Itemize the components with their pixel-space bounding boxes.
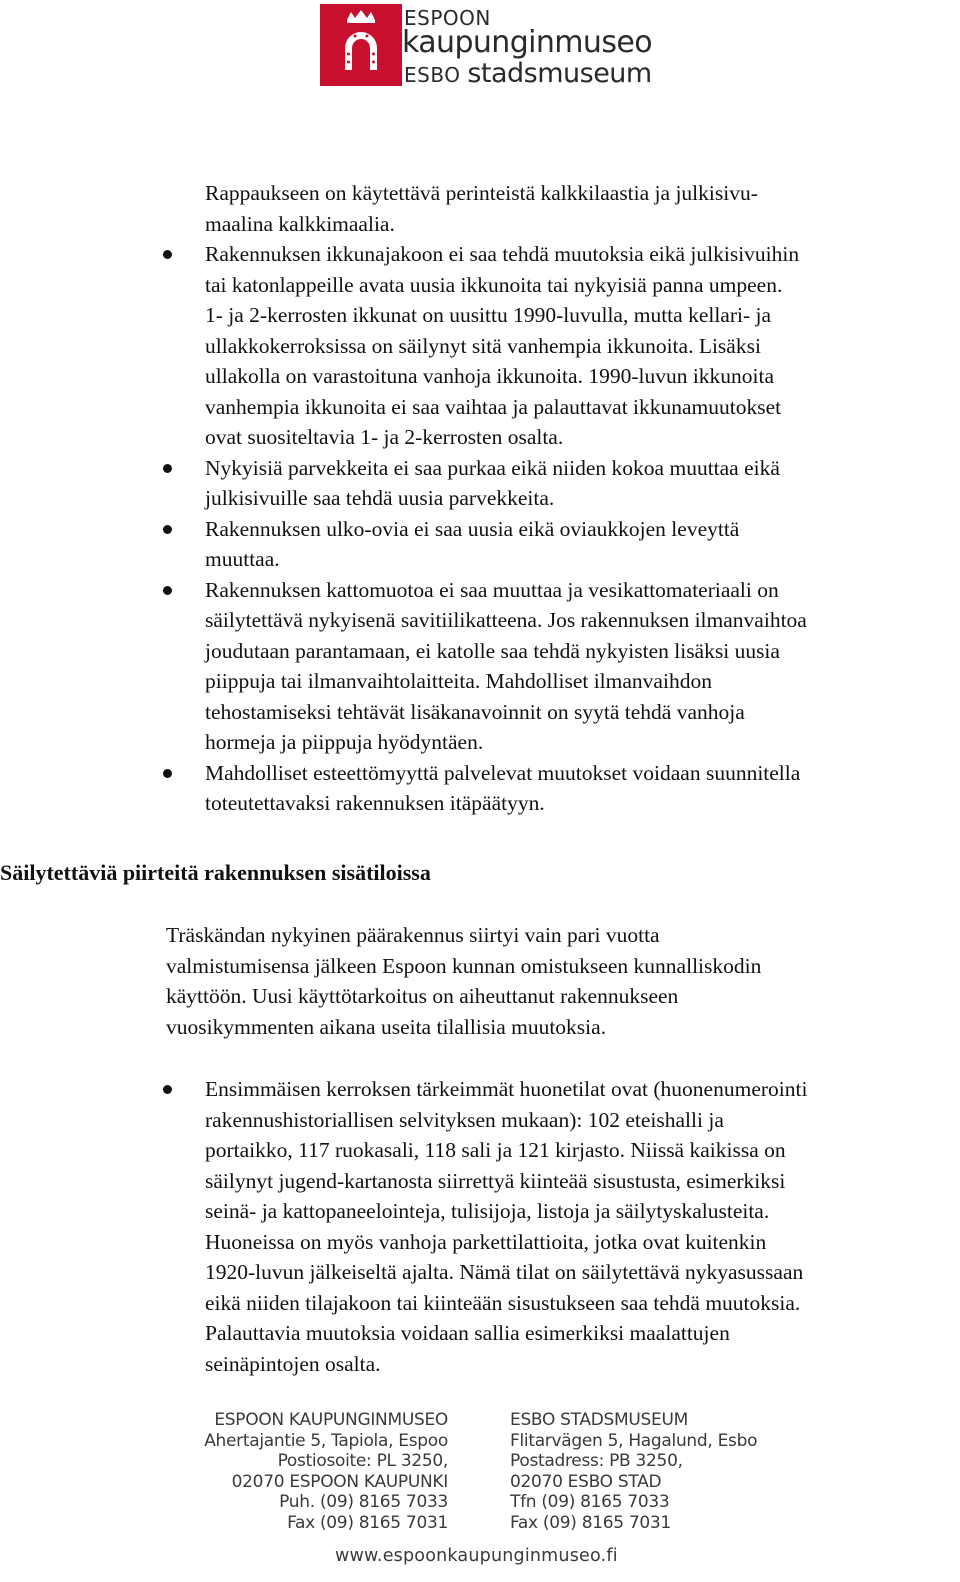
text-line: eikä niiden tilajakoon tai kiinteään sisustukseen saa tehdä muutoksia. — [205, 1290, 801, 1315]
footer-line: Fax (09) 8165 7031 — [510, 1512, 671, 1533]
logo-line-1: ESPOON — [404, 6, 491, 30]
text-line: säilynyt jugend-kartanosta siirrettyä kiinteää sisustusta, esimerkiksi — [205, 1168, 786, 1193]
text-line: rakennushistoriallisen selvityksen mukaan): 102 eteishalli ja — [205, 1107, 724, 1132]
logo-line-3 — [404, 58, 652, 89]
text-line: Mahdolliset esteettömyyttä palvelevat muutokset voidaan suunnitella — [205, 760, 801, 785]
footer-espoo-address — [204, 1410, 448, 1534]
text-line: Rakennuksen kattomuotoa ei saa muuttaa ja vesikattomateriaali on — [205, 577, 779, 602]
logo-line-3a: ESBO — [404, 63, 468, 87]
bullet-icon — [163, 586, 172, 595]
text-line: muuttaa. — [205, 547, 280, 571]
text-line: ullakolla on varastoituna vanhoja ikkunoita. 1990-luvun ikkunoita — [205, 364, 775, 388]
footer-line: Postiosoite: PL 3250, — [277, 1451, 448, 1472]
footer-line: 02070 ESBO STAD — [510, 1471, 662, 1492]
footer-line: Flitarvägen 5, Hagalund, Esbo — [510, 1430, 758, 1451]
text-line: vanhempia ikkunoita ei saa vaihtaa ja palauttavat ikkunamuutokset — [205, 394, 782, 419]
footer-line: ESBO STADSMUSEUM — [510, 1410, 688, 1430]
text-line: tehostamiseksi tehtävät lisäkanavoinnit on syytä tehdä vanhoja — [205, 699, 745, 724]
text-line: seinäpintojen osalta. — [205, 1351, 381, 1376]
text-line: valmistumisensa jälkeen Espoon kunnan omistukseen kunnalliskodin — [166, 953, 762, 978]
text-line: ovat suositeltavia 1- ja 2-kerrosten osalta. — [205, 425, 564, 449]
text-line: ullakkokerroksissa on säilynyt sitä vanhempia ikkunoita. Lisäksi — [205, 333, 761, 358]
text-line: piippuja tai ilmanvaihtolaitteita. Mahdolliset ilmanvaihdon — [205, 669, 712, 693]
footer-contact — [0, 1410, 960, 1582]
text-line: Huoneissa on myös vanhoja parkettilattioita, jotka ovat kuitenkin — [205, 1229, 767, 1254]
footer-line: 02070 ESPOON KAUPUNKI — [231, 1471, 448, 1492]
text-line: Rakennuksen ulko-ovia ei saa uusia eikä oviaukkojen leveyttä — [205, 516, 740, 541]
text-line: 1- ja 2-kerrosten ikkunat on uusittu 1990-luvulla, mutta kellari- ja — [205, 303, 772, 327]
text-line: säilytettävä nykyisenä savitiilikatteena. Jos rakennuksen ilmanvaihtoa — [205, 608, 807, 632]
list-item — [0, 1074, 960, 1379]
text-line: julkisivuille saa tehdä uusia parvekkeita. — [205, 486, 555, 510]
text-line: tai katonlappeille avata uusia ikkunoita tai nykyisiä panna umpeen. — [205, 272, 783, 297]
bullet-icon — [163, 769, 172, 778]
list-item — [0, 575, 960, 758]
list-item — [0, 239, 960, 453]
list-item — [0, 453, 960, 514]
intro-paragraph — [0, 920, 960, 1042]
museum-logo — [320, 4, 652, 89]
bullet-icon — [163, 250, 172, 259]
footer-line: Fax (09) 8165 7031 — [287, 1512, 448, 1533]
museum-crest-icon — [320, 4, 402, 86]
text-line: Rakennuksen ikkunajakoon ei saa tehdä muutoksia eikä julkisivuihin — [205, 242, 800, 266]
text-line: Ensimmäisen kerroksen tärkeimmät huonetilat ovat (huonenumerointi — [205, 1077, 808, 1101]
footer-website-link[interactable]: www.espoonkaupunginmuseo.fi — [335, 1546, 618, 1566]
footer-line: Puh. (09) 8165 7033 — [279, 1492, 448, 1513]
text-line: Palauttavia muutoksia voidaan sallia esimerkiksi maalattujen — [205, 1321, 730, 1345]
section-heading: Säilytettäviä piirteitä rakennuksen sisätiloissa — [0, 860, 431, 885]
text-line: toteutettavaksi rakennuksen itäpäätyyn. — [205, 791, 545, 815]
text-line: Rappaukseen on käytettävä perinteistä kalkkilaastia ja julkisivu- — [205, 181, 758, 205]
bullet-icon — [163, 1085, 172, 1094]
text-line: käyttöön. Uusi käyttötarkoitus on aiheuttanut rakennukseen — [166, 984, 679, 1008]
section-interior-requirements — [0, 1074, 960, 1379]
text-line: vuosikymmenten aikana useita tilallisia muutoksia. — [166, 1014, 607, 1039]
text-line: seinä- ja kattopaneelointeja, tulisijoja, listoja ja säilytyskalusteita. — [205, 1199, 770, 1223]
list-item — [0, 514, 960, 575]
list-item — [0, 758, 960, 819]
text-line: 1920-luvun jälkeiseltä ajalta. Nämä tilat on säilytettävä nykyasussaan — [205, 1260, 804, 1284]
text-line: portaikko, 117 ruokasali, 118 sali ja 121 kirjasto. Niissä kaikissa on — [205, 1138, 786, 1162]
section-exterior-requirements — [0, 178, 960, 819]
footer-line: Ahertajantie 5, Tapiola, Espoo — [204, 1430, 448, 1451]
footer-esbo-address — [510, 1410, 757, 1534]
text-line: hormeja ja piippuja hyödyntäen. — [205, 730, 484, 754]
footer-line: Tfn (09) 8165 7033 — [510, 1492, 670, 1513]
footer-line: Postadress: PB 3250, — [510, 1451, 683, 1472]
bullet-icon — [163, 464, 172, 473]
footer-line: ESPOON KAUPUNGINMUSEO — [214, 1410, 448, 1430]
logo-line-3b: stadsmuseum — [467, 58, 652, 89]
text-line: maalina kalkkimaalia. — [205, 211, 395, 236]
bullet-icon — [163, 525, 172, 534]
text-line: Nykyisiä parvekkeita ei saa purkaa eikä niiden kokoa muuttaa eikä — [205, 455, 780, 480]
logo-line-2: kaupunginmuseo — [402, 25, 652, 60]
text-line: Träskändan nykyinen päärakennus siirtyi vain pari vuotta — [166, 923, 660, 947]
text-line: joudutaan parantamaan, ei katolle saa tehdä nykyisten lisäksi uusia — [205, 638, 780, 663]
